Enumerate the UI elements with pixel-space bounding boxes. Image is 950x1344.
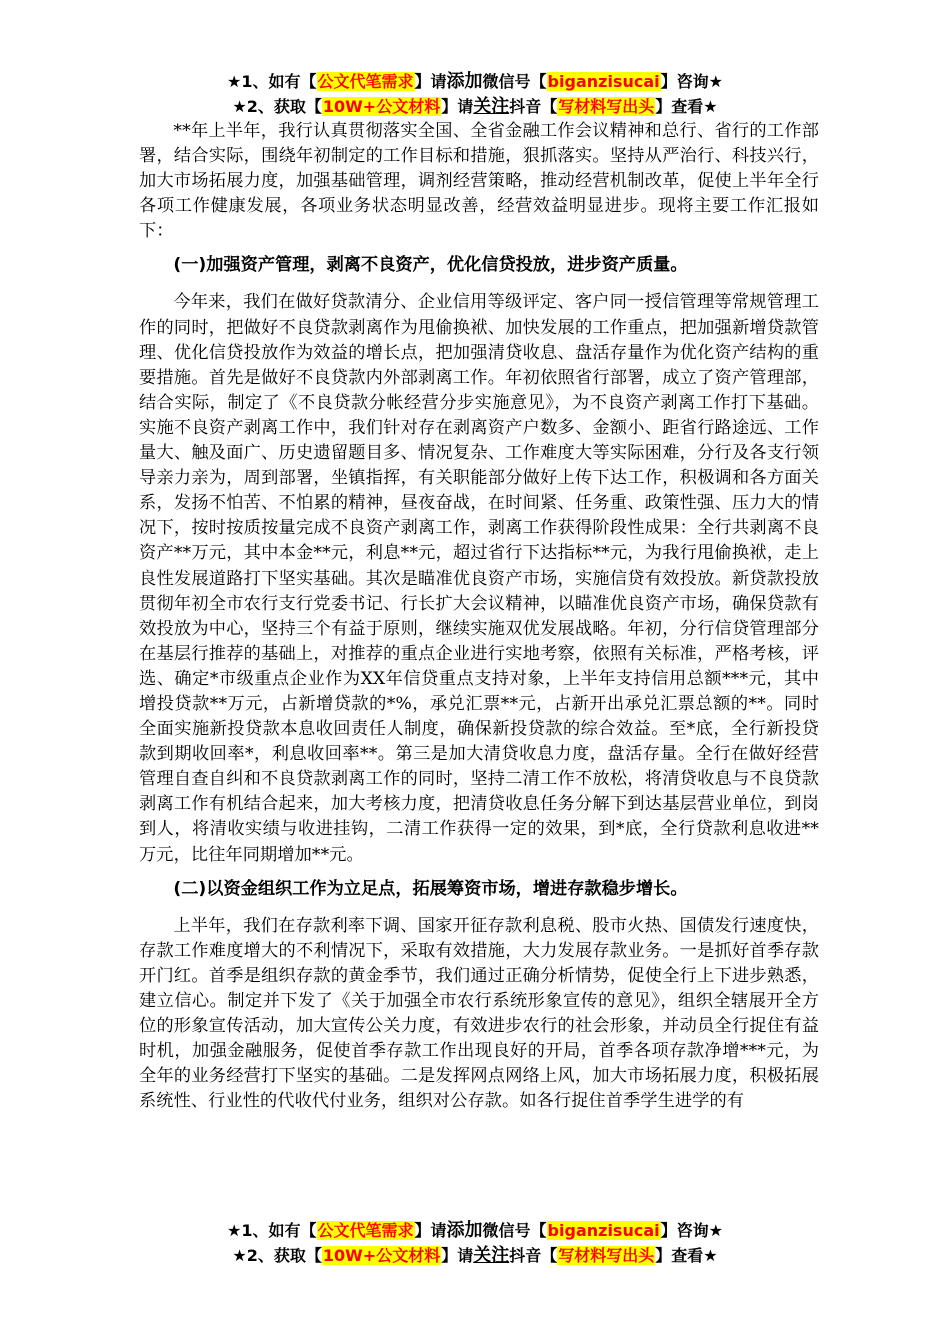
promo-highlight: 写材料写出头 (558, 1246, 655, 1265)
promo-text: 微信号【 (482, 72, 547, 91)
promo-text: 抖音【 (509, 97, 558, 116)
section-heading-1: (一)加强资产管理，剥离不良资产，优化信贷投放，进步资产质量。 (173, 255, 688, 276)
promo-highlight: 10W+公文材料 (322, 97, 441, 116)
promo-text: 】请 (441, 1246, 474, 1265)
promo-text: ★1、如有【 (227, 1221, 317, 1240)
promo-wechat-id: biganzisucai (547, 72, 660, 91)
promo-text: ★2、获取【 (232, 97, 322, 116)
promo-emphasis: 关注 (473, 96, 510, 117)
promo-text: 】查看★ (655, 97, 718, 116)
promo-text: 】请 (414, 72, 447, 91)
promo-footer-line-1 (0, 1220, 950, 1242)
promo-emphasis: 添加 (446, 71, 483, 92)
section-heading-2: (二)以资金组织工作为立足点，拓展筹资市场，增进存款稳步增长。 (173, 878, 688, 899)
promo-text: ★2、获取【 (232, 1246, 322, 1265)
promo-text: 】咨询★ (660, 1221, 723, 1240)
promo-text: 】咨询★ (660, 72, 723, 91)
promo-text: 】查看★ (655, 1246, 718, 1265)
section-paragraph-2: 上半年，我们在存款利率下调、国家开征存款利息税、股市火热、国债发行速度快，存款工作难度增大的不利情况下，采取有效措施，大力发展存款业务。一是抓好首季存款开门红。首季是组织存款的黄金季节，我们通过正确分析情势，促使全行上下进步熟悉，建立信心。制定并下发了《关于加强全市农行系统形象宣传的意见》，组织全辖展开全方位的形象宣传活动，加大宣传公关力度，有效进步农行的社会形象，并动员全行捉住有益时机，加强金融服务，促使首季存款工作出现良好的开局，首季各项存款净增***元，为全年的业务经营打下坚实的基础。二是发挥网点网络上风，加大市场拓展力度，积极拓展系统性、行业性的代收代付业务，组织对公存款。如各行捉住首季学生进学的有 (139, 915, 819, 1112)
section-paragraph-1: 今年来，我们在做好贷款清分、企业信用等级评定、客户同一授信管理等常规管理工作的同时，把做好不良贷款剥离作为甩偷换袱、加快发展的工作重点，把加强新增贷款管理、优化信贷投放作为效益的增长点，把加强清贷收息、盘活存量作为优化资产结构的重要措施。首先是做好不良贷款内外部剥离工作。年初依照省行部署，成立了资产管理部，结合实际，制定了《不良贷款分帐经营分步实施意见》，为不良资产剥离工作打下基础。实施不良资产剥离工作中，我们针对存在剥离资产户数多、金额小、距省行路途远、工作量大、触及面广、历史遗留题目多、情况复杂、工作难度大等实际困难，分行及各支行领导亲力亲为，周到部署，坐镇指挥，有关职能部分做好上传下达工作，积极调和各方面关系，发扬不怕苦、不怕累的精神，昼夜奋战，在时间紧、任务重、政策性强、压力大的情况下，按时按质按量完成不良资产剥离工作，剥离工作获得阶段性成果：全行共剥离不良资产**万元，其中本金**元，利息**元，超过省行下达指标**元，为我行甩偷换袱，走上良性发展道路打下坚实基础。其次是瞄准优良资产市场，实施信贷有效投放。新贷款投放贯彻年初全市农行支行党委书记、行长扩大会议精神，以瞄准优良资产市场，确保贷款有效投放为中心，坚持三个有益于原则，继续实施双优发展战略。年初，分行信贷管理部分在基层行推荐的基础上，对推荐的重点企业进行实地考察，依照有关标准，严格考核，评选、确定*市级重点企业作为XX年信贷重点支持对象，上半年支持信用总额***元，其中增投贷款**万元，占新增贷款的*%，承兑汇票**元，占新开出承兑汇票总额的**。同时全面实施新投贷款本息收回责任人制度，确保新投贷款的综合效益。至*底，全行新投贷款到期收回率*，利息收回率**。第三是加大清贷收息力度，盘活存量。全行在做好经营管理自查自纠和不良贷款剥离工作的同时，坚持二清工作不放松，将清贷收息与不良贷款剥离工作有机结合起来，加大考核力度，把清贷收息任务分解下到达基层营业单位，到岗到人，将清收实绩与收进挂钩，二清工作获得一定的效果，到*底，全行贷款利息收进**万元，比往年同期增加**元。 (139, 292, 819, 865)
promo-text: 】请 (414, 1221, 447, 1240)
promo-footer-line-2 (0, 1245, 950, 1267)
promo-wechat-id: biganzisucai (547, 1221, 660, 1240)
promo-highlight: 写材料写出头 (558, 97, 655, 116)
promo-text: 抖音【 (509, 1246, 558, 1265)
document-body (139, 119, 819, 1114)
promo-text: 】请 (441, 97, 474, 116)
promo-line-1 (0, 71, 950, 93)
intro-paragraph: **年上半年，我行认真贯彻落实全国、全省金融工作会议精神和总行、省行的工作部署，结合实际，围绕年初制定的工作目标和措施，狠抓落实。坚持从严治行、科技兴行，加大市场拓展力度，加强基础管理，调剂经营策略，推动经营机制改革，促使上半年全行各项工作健康发展，各项业务状态明显改善，经营效益明显进步。现将主要工作汇报如下： (139, 121, 819, 242)
promo-emphasis: 添加 (446, 1220, 483, 1241)
promo-line-2 (0, 96, 950, 118)
promo-highlight: 10W+公文材料 (322, 1246, 441, 1265)
promo-text: 微信号【 (482, 1221, 547, 1240)
promo-highlight: 公文代笔需求 (317, 1221, 414, 1240)
promo-emphasis: 关注 (473, 1245, 510, 1266)
promo-text: ★1、如有【 (227, 72, 317, 91)
promo-highlight: 公文代笔需求 (317, 72, 414, 91)
